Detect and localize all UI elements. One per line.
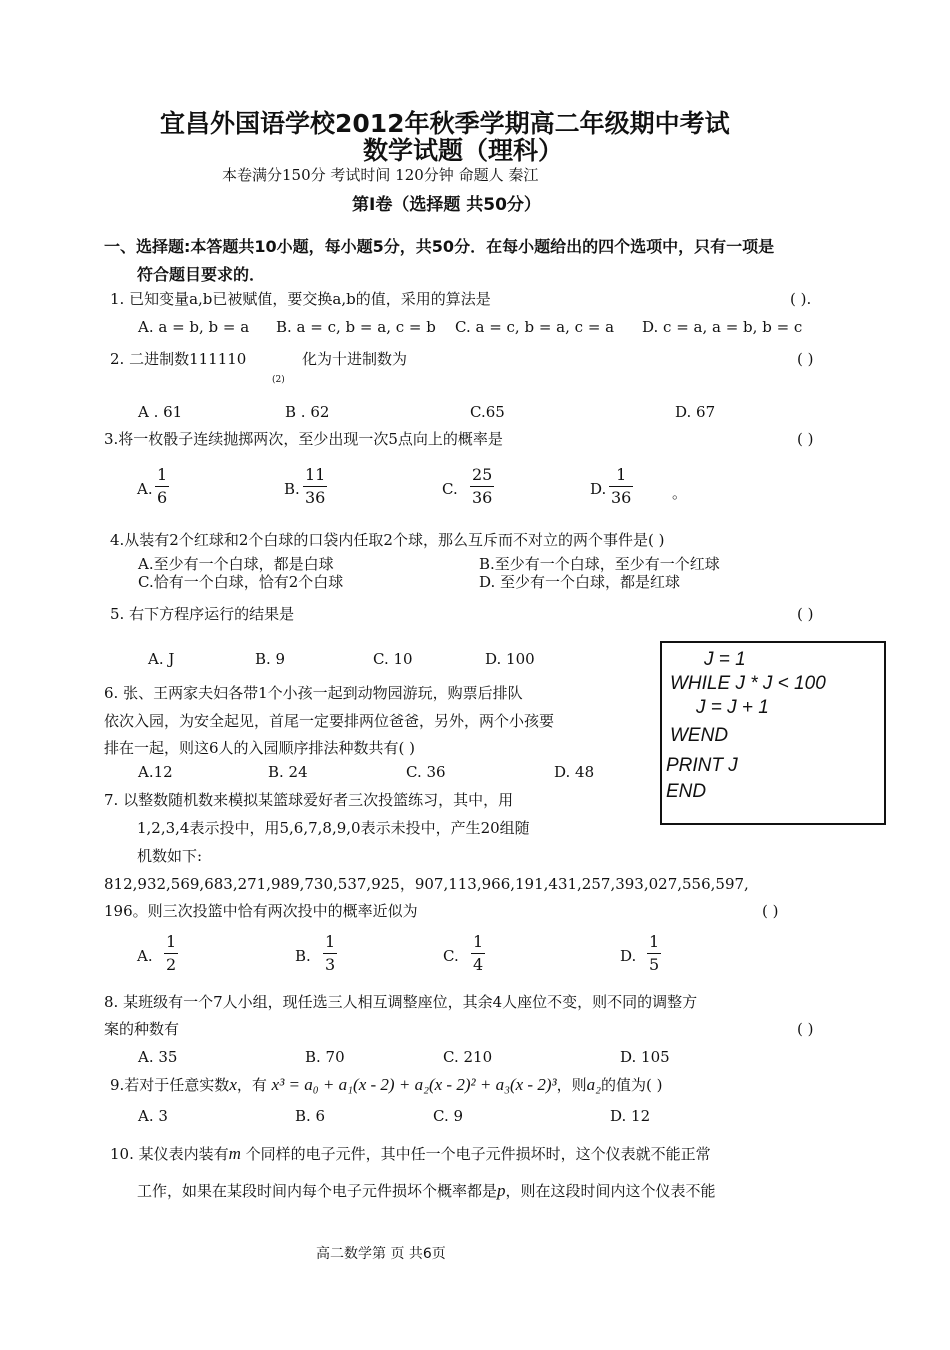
q6-line3: 排在一起，则这6人的入园顺序排法种数共有( ) — [104, 739, 416, 757]
q5-option-b: B. 9 — [255, 650, 286, 668]
q1-bracket: ( ). — [790, 290, 812, 308]
q1-option-c: C. a = c, b = a, c = a — [455, 318, 615, 336]
q8-option-b: B. 70 — [305, 1048, 345, 1066]
q10-line2-b: ，则在这段时间内这个仪表不能 — [505, 1182, 716, 1200]
q2-stem: 2. 二进制数111110 — [110, 350, 247, 368]
q3-label-c: C. — [442, 480, 458, 498]
q7-fraction-c-num: 1 — [473, 932, 484, 951]
q7-fraction-d-den: 5 — [649, 955, 660, 974]
q9-stem — [110, 1076, 663, 1094]
q4-stem: 4.从装有2个红球和2个白球的口袋内任取2个球，那么互斥而不对立的两个事件是( ) — [110, 531, 665, 549]
q7-label-c: C. — [443, 947, 459, 965]
program-line-6: END — [666, 781, 707, 802]
page-footer: 高二数学第 页 共6页 — [316, 1246, 446, 1262]
q7-label-b: B. — [295, 947, 311, 965]
q3-fraction-a-num: 1 — [157, 465, 168, 484]
q3-fraction-c — [470, 466, 494, 507]
q9-option-c: C. 9 — [433, 1107, 464, 1125]
q5-stem: 5. 右下方程序运行的结果是 — [110, 605, 295, 623]
q1-stem: 1. 已知变量a,b已被赋值，要交换a,b的值，采用的算法是 — [110, 290, 491, 308]
q10-var-p: p — [497, 1181, 506, 1200]
q7-bracket: ( ) — [762, 902, 779, 920]
q10-line2 — [137, 1182, 716, 1200]
q6-line1: 6. 张、王两家夫妇各带1个小孩一起到动物园游玩，购票后排队 — [104, 684, 523, 702]
q6-line2: 依次入园，为安全起见，首尾一定要排两位爸爸，另外，两个小孩要 — [104, 712, 555, 730]
q7-fraction-b — [323, 933, 337, 974]
q9-formula: x³ = a₀ + a₁(x - 2) + a₂(x - 2)² + a₃(x - 2)³ — [271, 1075, 557, 1094]
q3-fraction-b-den: 36 — [305, 488, 326, 507]
q6-option-a: A.12 — [138, 763, 173, 781]
q3-fraction-b — [303, 466, 327, 507]
q3-fraction-b-num: 11 — [305, 465, 326, 484]
q9-target: a₂ — [586, 1075, 602, 1094]
q5-option-d: D. 100 — [485, 650, 535, 668]
exam-info: 本卷满分150分 考试时间 120分钟 命题人 秦江 — [222, 166, 539, 184]
q6-option-b: B. 24 — [268, 763, 308, 781]
program-line-5: PRINT J — [666, 755, 738, 776]
q3-trailing-mark: 。 — [672, 484, 688, 502]
q8-bracket: ( ) — [797, 1020, 814, 1038]
q4-option-a: A.至少有一个白球，都是白球 — [138, 555, 334, 573]
q2-stem-tail: 化为十进制数为 — [302, 350, 408, 368]
section-title: 第Ⅰ卷（选择题 共50分） — [352, 195, 541, 215]
q10-var-m: m — [228, 1144, 241, 1163]
q7-fraction-a-den: 2 — [166, 955, 177, 974]
q7-fraction-c — [471, 933, 485, 974]
q7-fraction-c-den: 4 — [473, 955, 484, 974]
q2-bracket: ( ) — [797, 350, 814, 368]
q7-label-d: D. — [620, 947, 637, 965]
q8-option-a: A. 35 — [138, 1048, 178, 1066]
q9-stem-c: ，则 — [556, 1076, 587, 1094]
q2-option-a: A . 61 — [138, 403, 183, 421]
exam-title-line1: 宜昌外国语学校2012年秋季学期高二年级期中考试 — [160, 109, 730, 138]
q8-line2: 案的种数有 — [104, 1020, 180, 1038]
q7-fraction-a-num: 1 — [166, 932, 177, 951]
q7-fraction-d-num: 1 — [649, 932, 660, 951]
q9-option-a: A. 3 — [138, 1107, 168, 1125]
instruction-line2: 符合题目要求的． — [137, 265, 266, 284]
exam-title-line2: 数学试题（理科） — [363, 136, 564, 165]
q7-label-a: A. — [137, 947, 153, 965]
q1-option-a: A. a = b, b = a — [138, 318, 250, 336]
q10-line1 — [110, 1145, 711, 1163]
q8-option-d: D. 105 — [620, 1048, 670, 1066]
q7-line2: 1,2,3,4表示投中，用5,6,7,8,9,0表示未投中，产生20组随 — [137, 819, 530, 837]
q3-fraction-c-num: 25 — [472, 465, 493, 484]
program-line-2: WHILE J * J < 100 — [670, 673, 826, 694]
q3-label-a: A. — [137, 480, 153, 498]
q1-option-d: D. c = a, a = b, b = c — [642, 318, 803, 336]
q7-line1: 7. 以整数随机数来模拟某篮球爱好者三次投篮练习，其中，用 — [104, 791, 514, 809]
q3-fraction-d-den: 36 — [611, 488, 632, 507]
q2-subscript: (2) — [272, 375, 285, 385]
q8-option-c: C. 210 — [443, 1048, 493, 1066]
q5-option-a: A. J — [148, 650, 175, 668]
q9-option-b: B. 6 — [295, 1107, 326, 1125]
program-box — [660, 641, 886, 825]
q2-option-b: B . 62 — [285, 403, 330, 421]
q9-var-x: x — [229, 1075, 237, 1094]
q4-option-d: D. 至少有一个白球，都是红球 — [479, 573, 681, 591]
q6-option-c: C. 36 — [406, 763, 446, 781]
q7-line5: 196。则三次投篮中恰有两次投中的概率近似为 — [104, 902, 418, 920]
q7-random-numbers: 812,932,569,683,271,989,730,537,925，907,113,966,191,431,257,393,027,556,597, — [104, 875, 749, 893]
q4-option-c: C.恰有一个白球，恰有2个白球 — [138, 573, 344, 591]
q9-stem-d: 的值为( ) — [601, 1076, 663, 1094]
q9-option-d: D. 12 — [610, 1107, 651, 1125]
q3-fraction-d — [609, 466, 633, 507]
q3-fraction-a-den: 6 — [157, 488, 168, 507]
q2-option-d: D. 67 — [675, 403, 716, 421]
q7-fraction-d — [647, 933, 661, 974]
q3-label-b: B. — [284, 480, 300, 498]
q9-stem-b: ，有 — [236, 1076, 267, 1094]
q3-fraction-a — [155, 466, 169, 507]
q7-fraction-b-num: 1 — [325, 932, 336, 951]
q10-line2-a: 工作，如果在某段时间内每个电子元件损坏个概率都是 — [137, 1182, 498, 1200]
q7-line3: 机数如下: — [137, 847, 203, 865]
q1-option-b: B. a = c, b = a, c = b — [276, 318, 436, 336]
q5-option-c: C. 10 — [373, 650, 413, 668]
q8-line1: 8. 某班级有一个7人小组，现任选三人相互调整座位，其余4人座位不变，则不同的调整方 — [104, 993, 698, 1011]
instruction-line1: 一、选择题:本答题共10小题，每小题5分，共50分．在每小题给出的四个选项中，只有一项是 — [104, 237, 775, 256]
q5-bracket: ( ) — [797, 605, 814, 623]
program-line-3: J = J + 1 — [696, 697, 769, 718]
q3-label-d: D. — [590, 480, 607, 498]
q10-line1-a: 10. 某仪表内装有 — [110, 1145, 229, 1163]
q3-fraction-c-den: 36 — [472, 488, 493, 507]
q7-fraction-b-den: 3 — [325, 955, 336, 974]
q4-option-b: B.至少有一个白球，至少有一个红球 — [479, 555, 720, 573]
program-line-4: WEND — [670, 725, 729, 746]
q7-fraction-a — [164, 933, 178, 974]
q10-line1-b: 个同样的电子元件，其中任一个电子元件损坏时，这个仪表就不能正常 — [240, 1145, 711, 1163]
q3-fraction-d-num: 1 — [616, 465, 627, 484]
q3-stem: 3.将一枚骰子连续抛掷两次，至少出现一次5点向上的概率是 — [104, 430, 503, 448]
q6-option-d: D. 48 — [554, 763, 595, 781]
q2-option-c: C.65 — [470, 403, 505, 421]
program-line-1: J = 1 — [704, 649, 746, 670]
q9-stem-a: 9.若对于任意实数 — [110, 1076, 230, 1094]
q3-bracket: ( ) — [797, 430, 814, 448]
